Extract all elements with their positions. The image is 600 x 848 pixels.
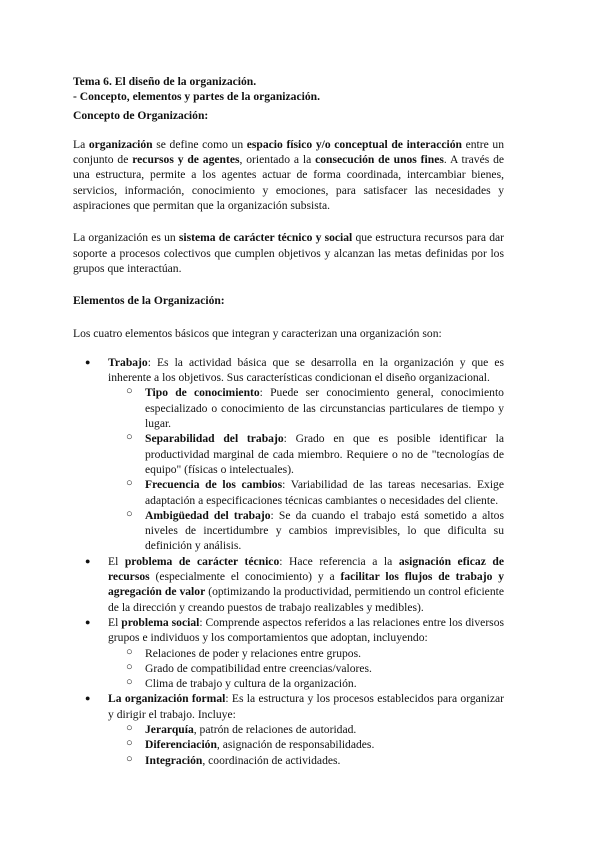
doc-subtitle: - Concepto, elementos y partes de la organización. [73,90,320,104]
circle-bullet-icon: ○ [126,477,133,490]
bullet-icon: ● [85,555,91,566]
list-item-problema-tecnico: ● El problema de carácter técnico: Hace referencia a la asignación eficaz de recursos (especialmente el conocimiento) y a facilitar los flujos de trabajo y agregación de valor (optimizando la productividad, permitiendo un control eficiente de la dirección y creando puestos de trabajo realizables y medibles). [85,554,504,614]
sub-item-separabilidad: ○ Separabilidad del trabajo: Grado en que es posible identificar la productividad marginal de cada miembro. Requiere o no de "tecnologías de equipo" (físicas o intelectuales). [126,431,504,476]
circle-bullet-icon: ○ [126,431,133,444]
circle-bullet-icon: ○ [126,676,133,689]
sub-item-integracion: ○ Integración, coordinación de actividades. [126,752,341,767]
paragraph-system: La organización es un sistema de carácter técnico y social que estructura recursos para dar soporte a procesos colectivos que cumplen objetivos y alcanzan las metas definidas por los grupos que interactúan. [73,231,504,275]
section-heading-elementos: Elementos de la Organización: [73,294,225,308]
list-item-organizacion-formal: ● La organización formal: Es la estructura y los procesos establecidos para organizar y dirigir el trabajo. Incluye: ○ Jerarquía, patrón de relaciones de autoridad. ○ Diferenciación, asignación de responsabilidades. ○ Integración, coordinación de actividades. [85,692,504,767]
sub-item-tipo-conocimiento: ○ Tipo de conocimiento: Puede ser conocimiento general, conocimiento especializado o conocimiento de las circunstancias particulares de tiempo y lugar. [126,385,504,431]
circle-bullet-icon: ○ [126,721,133,734]
doc-title: Tema 6. El diseño de la organización. [73,75,257,88]
bullet-icon: ● [85,693,91,704]
circle-bullet-icon: ○ [126,752,133,765]
list-item-trabajo: ● Trabajo: Es la actividad básica que se desarrolla en la organización y que es inherente a los objetivos. Sus características condicionan el diseño organizacional. ○ Tipo de conocimiento: Puede ser conocimiento general, conocimiento especializado o conocimiento de las circunstancias particulares de tiempo y lugar. ○ Separabilidad del trabajo: Grado en que es posible identificar la productividad marginal de cada miembro. Requiere o no de "tecnologías de equipo" (físicas o intelectuales). ○ Frecuencia de los cambios: Variabilidad de las tareas necesarias. Exige adaptación a especificaciones técnicas cambiantes o necesidades del cliente. ○ Ambigüedad del trabajo: Se da cuando el trabajo está sometido a altos niveles de incertidumbre y cambios imprevisibles, lo que dificulta su definición y análisis. [85,355,504,553]
section-heading-concepto: Concepto de Organización: [73,108,209,122]
bullet-icon: ● [85,616,91,627]
bullet-icon: ● [85,356,91,367]
list-item-problema-social: ● El problema social: Comprende aspectos referidos a las relaciones entre los diversos grupos e individuos y los comportamientos que adoptan, incluyendo: ○ Relaciones de poder y relaciones entre grupos. ○ Grado de compatibilidad entre creencias/valores. ○ Clima de trabajo y cultura de la organización. [85,615,504,691]
circle-bullet-icon: ○ [126,737,133,750]
sublist-social [108,646,504,692]
sub-item-compatibilidad: ○ Grado de compatibilidad entre creencias/valores. [126,660,372,675]
circle-bullet-icon: ○ [126,507,133,520]
circle-bullet-icon: ○ [126,660,133,673]
sub-item-diferenciacion: ○ Diferenciación, asignación de responsabilidades. [126,737,375,752]
sub-item-jerarquia: ○ Jerarquía, patrón de relaciones de autoridad. [126,721,357,736]
circle-bullet-icon: ○ [126,385,133,398]
sub-item-ambiguedad: ○ Ambigüedad del trabajo: Se da cuando el trabajo está sometido a altos niveles de incertidumbre y cambios imprevisibles, lo que dificulta su definición y análisis. [126,507,504,553]
paragraph-definition: La organización se define como un espacio físico y/o conceptual de interacción entre un conjunto de recursos y de agentes, orientado a la consecución de unos fines. A través de una estructura, permite a los agentes actuar de forma coordinada, intercambiar bienes, servicios, información, conocimiento y emociones, para satisfacer las necesidades y aspiraciones que permitan que la organización subsista. [73,137,505,213]
elements-list [73,355,504,768]
sublist-formal [108,722,504,768]
sublist-trabajo [108,385,504,553]
circle-bullet-icon: ○ [126,645,133,658]
sub-item-clima: ○ Clima de trabajo y cultura de la organización. [126,676,357,691]
paragraph-elements-intro: Los cuatro elementos básicos que integran y caracterizan una organización son: [73,326,442,340]
sub-item-relaciones-poder: ○ Relaciones de poder y relaciones entre grupos. [126,645,362,660]
sub-item-frecuencia: ○ Frecuencia de los cambios: Variabilidad de las tareas necesarias. Exige adaptación a especificaciones técnicas cambiantes o necesidades del cliente. [126,477,504,507]
